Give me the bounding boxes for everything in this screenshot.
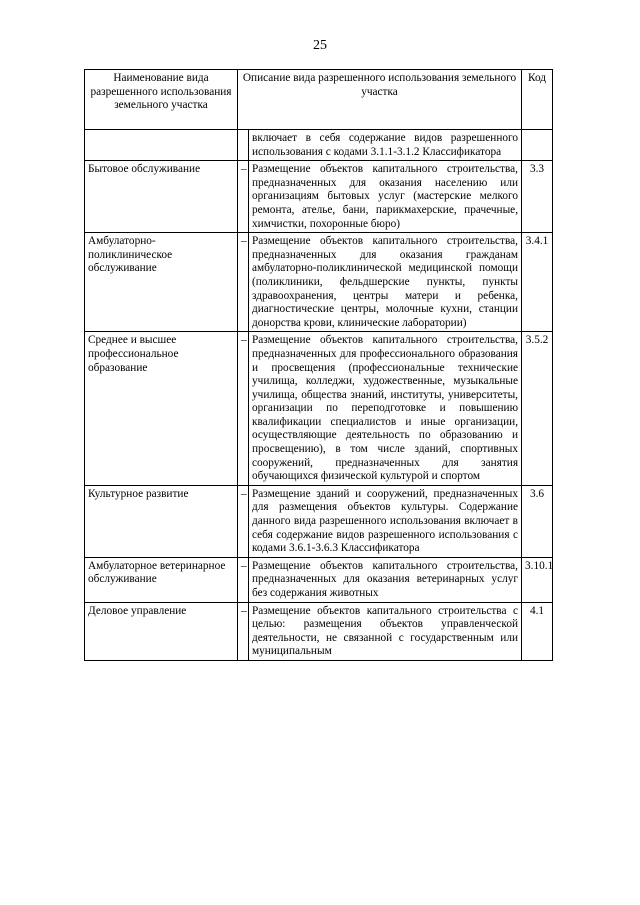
page-number: 25 bbox=[313, 38, 327, 53]
table-row-continuation bbox=[85, 130, 553, 161]
cell-dash-empty bbox=[238, 130, 249, 161]
cell-dash: – bbox=[238, 557, 249, 602]
table-row bbox=[85, 233, 553, 332]
cell-dash: – bbox=[238, 485, 249, 557]
cell-name: Деловое управление bbox=[85, 602, 238, 660]
cell-description-continuation: включает в себя содержание видов разрешенного использования с кодами 3.1.1-3.1.2 Классификатора bbox=[249, 130, 522, 161]
cell-description: Размещение объектов капитального строительства, предназначенных для профессионального образования и просвещения (профессиональные технические училища, колледжи, художественные, музыкальные училища, общества знаний, институты, университеты, организации по переподготовке и повышению квалификации специалистов и иные организации, осуществляющие деятельность по образованию и просвещению), в том числе зданий, спортивных сооружений, предназначенных для занятия обучающихся физической культурой и спортом bbox=[249, 332, 522, 486]
cell-dash: – bbox=[238, 161, 249, 233]
cell-code: 3.10.1 bbox=[522, 557, 553, 602]
cell-name: Среднее и высшее профессиональное образование bbox=[85, 332, 238, 486]
cell-code: 3.4.1 bbox=[522, 233, 553, 332]
cell-name: Амбулаторно-поликлиническое обслуживание bbox=[85, 233, 238, 332]
cell-name-empty bbox=[85, 130, 238, 161]
cell-description: Размещение объектов капитального строительства, предназначенных для оказания ветеринарных услуг без содержания животных bbox=[249, 557, 522, 602]
cell-description: Размещение объектов капитального строительства, предназначенных для оказания гражданам амбулаторно-поликлинической медицинской помощи (поликлиники, фельдшерские пункты, пункты здравоохранения, центры матери и ребенка, диагностические центры, молочные кухни, станции донорства крови, клинические лаборатории) bbox=[249, 233, 522, 332]
cell-code: 3.5.2 bbox=[522, 332, 553, 486]
table-row bbox=[85, 161, 553, 233]
header-code: Код bbox=[522, 70, 553, 130]
cell-description: Размещение зданий и сооружений, предназначенных для размещения объектов культуры. Содержание данного вида разрешенного использования включает в себя содержание видов разрешенного использования с кодами 3.6.1-3.6.3 Классификатора bbox=[249, 485, 522, 557]
cell-description: Размещение объектов капитального строительства, предназначенных для оказания населению или организациям бытовых услуг (мастерские мелкого ремонта, ателье, бани, парикмахерские, прачечные, химчистки, похоронные бюро) bbox=[249, 161, 522, 233]
cell-code: 3.3 bbox=[522, 161, 553, 233]
cell-name: Бытовое обслуживание bbox=[85, 161, 238, 233]
cell-code: 4.1 bbox=[522, 602, 553, 660]
cell-name: Амбулаторное ветеринарное обслуживание bbox=[85, 557, 238, 602]
cell-name: Культурное развитие bbox=[85, 485, 238, 557]
table-row bbox=[85, 332, 553, 486]
table-header-row bbox=[85, 70, 553, 130]
cell-code: 3.6 bbox=[522, 485, 553, 557]
table-row bbox=[85, 557, 553, 602]
header-name: Наименование вида разрешенного использования земельного участка bbox=[85, 70, 238, 130]
cell-description: Размещение объектов капитального строительства с целью: размещения объектов управленческой деятельности, не связанной с государственным или муниципальным bbox=[249, 602, 522, 660]
cell-dash: – bbox=[238, 602, 249, 660]
table-row bbox=[85, 602, 553, 660]
land-use-table bbox=[84, 69, 553, 661]
header-description: Описание вида разрешенного использования земельного участка bbox=[238, 70, 522, 130]
cell-dash: – bbox=[238, 233, 249, 332]
cell-code-empty bbox=[522, 130, 553, 161]
table-row bbox=[85, 485, 553, 557]
cell-dash: – bbox=[238, 332, 249, 486]
